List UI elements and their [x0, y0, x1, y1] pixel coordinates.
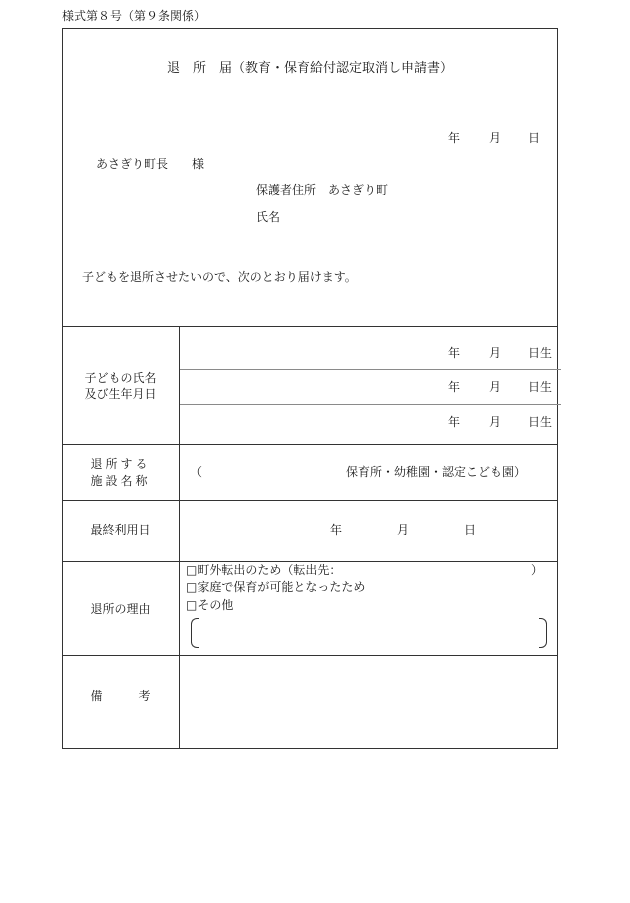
section-divider	[62, 500, 558, 501]
header-day: 日	[528, 131, 541, 145]
guardian-address-label: 保護者住所 あさぎり町	[256, 183, 389, 197]
facility-types: 保育所・幼稚園・認定こども園）	[346, 465, 527, 479]
child-row-month: 月	[489, 346, 502, 360]
facility-label-line2: 施設名称	[90, 474, 151, 488]
other-reason-bracket-right	[539, 618, 547, 648]
reason-close-paren: ）	[531, 563, 544, 577]
header-year: 年	[448, 131, 461, 145]
child-row-year: 年	[448, 346, 461, 360]
child-row-day-born: 日生	[528, 380, 553, 394]
section-divider	[62, 444, 558, 445]
child-row-divider	[180, 404, 561, 405]
form-title: 退 所 届（教育・保育給付認定取消し申請書）	[166, 61, 453, 76]
child-row-year: 年	[448, 415, 461, 429]
section-divider	[62, 655, 558, 656]
remarks-label: 備 考	[90, 689, 151, 703]
reason-option-moving[interactable]: □町外転出のため（転出先：	[186, 563, 342, 577]
header-month: 月	[489, 131, 502, 145]
reason-label: 退所の理由	[90, 602, 151, 616]
section-divider	[62, 561, 558, 562]
reason-option-home-care[interactable]: □家庭で保育が可能となったため	[186, 580, 366, 594]
last-use-day: 日	[464, 523, 477, 537]
label-column-rule	[179, 326, 180, 749]
statement: 子どもを退所させたいので、次のとおり届けます。	[82, 270, 357, 284]
child-label-line2: 及び生年月日	[84, 387, 157, 401]
child-label-line1: 子どもの氏名	[84, 371, 157, 385]
facility-label-line1: 退所する	[90, 457, 151, 471]
reason-option-other[interactable]: □その他	[186, 598, 234, 612]
last-use-label: 最終利用日	[90, 523, 151, 537]
child-row-year: 年	[448, 380, 461, 394]
child-row-divider	[180, 369, 561, 370]
form-number: 様式第８号（第９条関係）	[62, 9, 207, 23]
child-row-month: 月	[489, 380, 502, 394]
facility-open-paren: （	[190, 465, 203, 479]
addressee: あさぎり町長 様	[96, 157, 205, 171]
child-row-day-born: 日生	[528, 346, 553, 360]
other-reason-bracket-left	[191, 618, 199, 648]
table-top-rule	[62, 326, 558, 327]
last-use-year: 年	[330, 523, 343, 537]
last-use-month: 月	[397, 523, 410, 537]
child-row-month: 月	[489, 415, 502, 429]
guardian-name-label: 氏名	[256, 210, 281, 224]
child-row-day-born: 日生	[528, 415, 553, 429]
